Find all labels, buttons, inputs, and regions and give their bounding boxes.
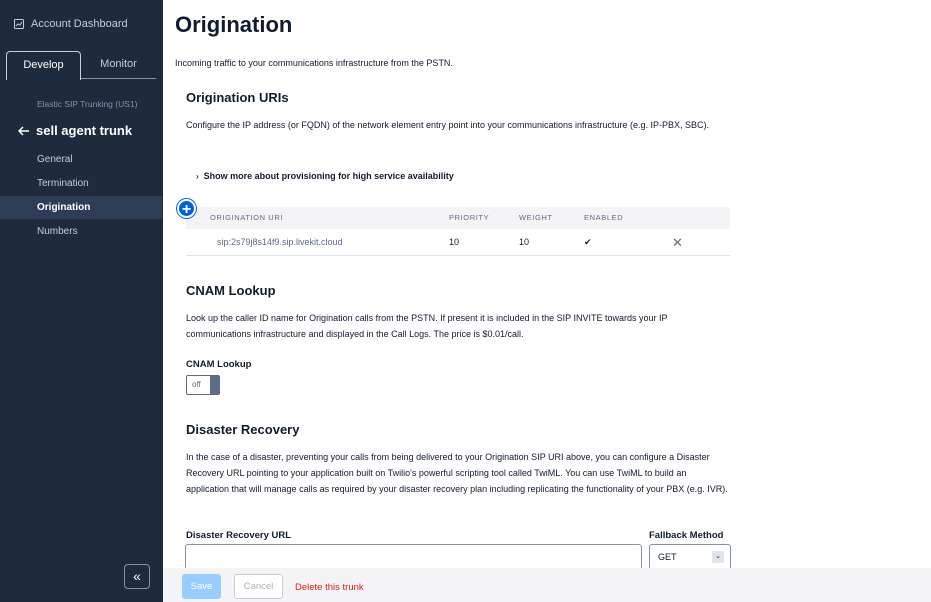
- disaster-recovery-description: In the case of a disaster, preventing your calls from being delivered to your Origination SIP URI above, you can configure a Disaster Recovery URL pointing to your application built on Twilio's powerful scripting tool called TwiML. You can use TwiML to build an application that will manage calls as required by your disaster recovery plan including replicating the functionality of your PBX (e.g. IVR).: [186, 452, 728, 494]
- sidebar: [0, 0, 163, 602]
- uri-value[interactable]: sip:2s79j8s14f9.sip.livekit.cloud: [217, 237, 343, 247]
- col-weight: WEIGHT: [519, 213, 553, 222]
- cnam-toggle[interactable]: [186, 375, 220, 395]
- priority-value: 10: [449, 237, 460, 247]
- fallback-method-value: GET: [658, 552, 677, 562]
- dashboard-icon: [14, 19, 24, 29]
- cnam-label: CNAM Lookup: [186, 359, 252, 370]
- collapse-sidebar-button[interactable]: [124, 564, 150, 589]
- disaster-recovery-heading: Disaster Recovery: [186, 422, 300, 437]
- col-enabled: ENABLED: [584, 213, 624, 222]
- page-intro: Incoming traffic to your communications infrastructure from the PSTN.: [175, 58, 453, 68]
- cnam-description: Look up the caller ID name for Origination calls from the PSTN. If present it is included in the SIP INVITE towards your IP communications infrastructure and displayed in the Call Logs. The price is $0.01/call.: [186, 313, 668, 339]
- tab-monitor[interactable]: Monitor: [100, 58, 137, 70]
- back-to-trunk[interactable]: [18, 123, 132, 138]
- chevron-right-icon: ›: [196, 172, 199, 181]
- disaster-url-label: Disaster Recovery URL: [186, 530, 292, 541]
- sidebar-item-general[interactable]: General: [37, 154, 73, 165]
- col-origination-uri: ORIGINATION URI: [210, 213, 284, 222]
- add-uri-button[interactable]: [177, 199, 196, 218]
- weight-value: 10: [519, 237, 530, 247]
- sidebar-tabs: [6, 51, 156, 79]
- chevron-down-icon: ⌄: [712, 551, 724, 563]
- account-dashboard-label: Account Dashboard: [31, 18, 128, 30]
- sidebar-item-origination[interactable]: Origination: [0, 196, 162, 219]
- delete-trunk-link[interactable]: Delete this trunk: [295, 582, 364, 593]
- col-priority: PRIORITY: [449, 213, 490, 222]
- delete-uri-icon[interactable]: ✕: [672, 235, 683, 250]
- cancel-button[interactable]: Cancel: [234, 574, 283, 599]
- table-row: [186, 229, 730, 256]
- sidebar-item-numbers[interactable]: Numbers: [37, 226, 78, 237]
- save-button[interactable]: Save: [182, 574, 221, 599]
- show-more-label: Show more about provisioning for high service availability: [203, 171, 454, 181]
- sidebar-item-termination[interactable]: Termination: [37, 178, 89, 189]
- enabled-check-icon: ✔: [584, 237, 592, 247]
- account-dashboard-link[interactable]: [14, 18, 128, 30]
- cnam-heading: CNAM Lookup: [186, 283, 276, 298]
- double-chevron-left-icon: «: [133, 568, 141, 584]
- breadcrumb[interactable]: Elastic SIP Trunking (US1): [37, 99, 138, 109]
- origination-uri-table: [186, 207, 730, 256]
- footer-bar: [163, 568, 931, 602]
- fallback-method-label: Fallback Method: [649, 530, 724, 541]
- disaster-url-input[interactable]: [185, 544, 642, 570]
- show-more-toggle[interactable]: [196, 171, 454, 181]
- plus-icon: +: [181, 201, 192, 218]
- fallback-method-select[interactable]: [649, 544, 731, 570]
- origination-uris-description: Configure the IP address (or FQDN) of the network element entry point into your communications infrastructure (e.g. IP-PBX, SBC).: [186, 120, 710, 130]
- main-content: [163, 0, 931, 602]
- table-header: [186, 207, 730, 229]
- trunk-name: sell agent trunk: [36, 123, 133, 138]
- origination-uris-heading: Origination URIs: [186, 90, 289, 105]
- page-title: Origination: [175, 12, 293, 37]
- toggle-knob: [210, 376, 219, 394]
- arrow-left-icon: [18, 126, 30, 136]
- cnam-toggle-text: off: [192, 380, 201, 389]
- tab-develop[interactable]: Develop: [6, 51, 81, 80]
